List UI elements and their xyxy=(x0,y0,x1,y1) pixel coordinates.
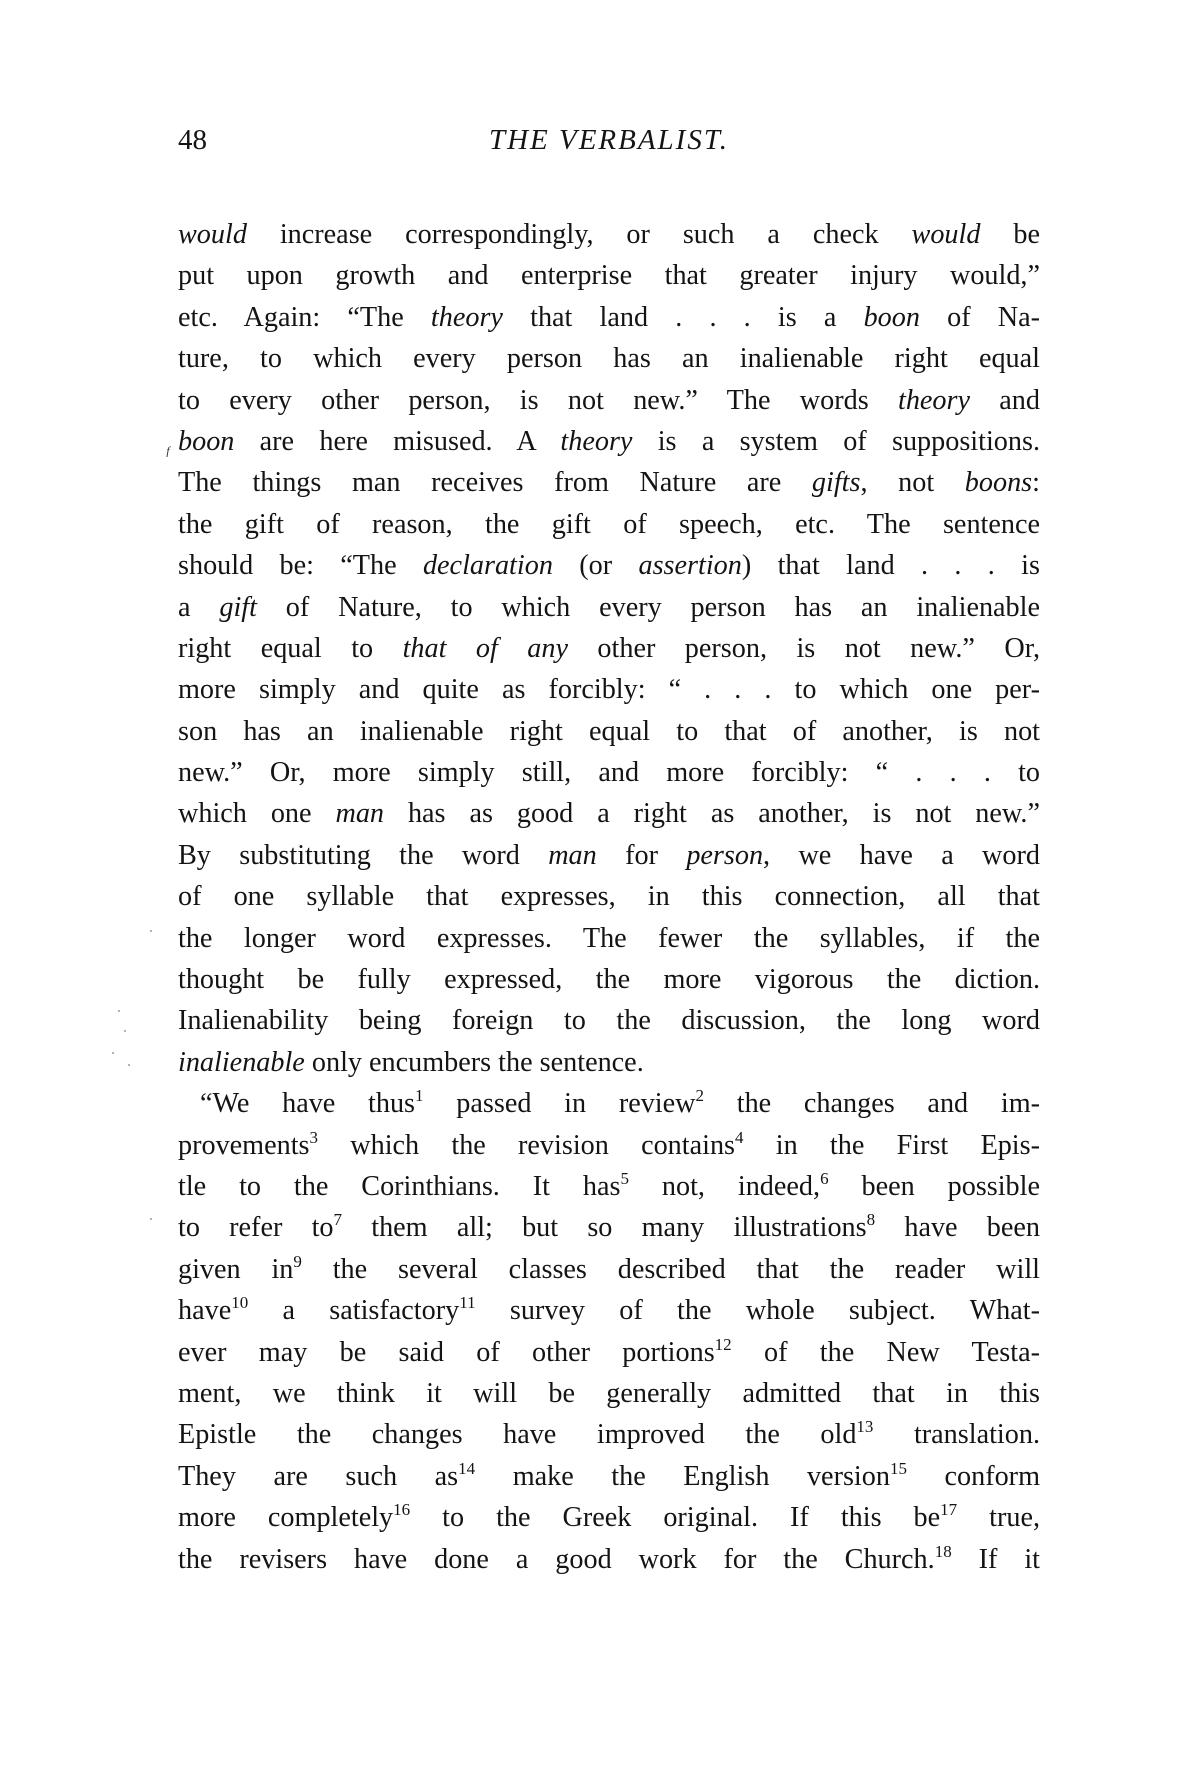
text-line: to every other person, is not new.” The words theory and xyxy=(178,384,1040,416)
text-line: “We have thus$^1$ passed in review$^2$ the changes and im- xyxy=(200,1086,1041,1120)
text-line: ever may be said of other portions$^{12}$ of the New Testa- xyxy=(178,1334,1040,1368)
text-line: the gift of reason, the gift of speech, etc. The sentence xyxy=(178,508,1040,540)
text-line: inalienable only encumbers the sentence. xyxy=(178,1046,644,1078)
text-line: given $in^9$ the several classes described that the reader will xyxy=(178,1251,1040,1285)
paper-speck xyxy=(150,930,152,932)
text-line: should be: “The declaration (or assertion) that land . . . is xyxy=(178,550,1040,582)
text-line: By substituting the word man for person, we have a word xyxy=(178,839,1040,871)
page-header xyxy=(178,124,1040,164)
paper-speck xyxy=(124,1030,126,1032)
paper-speck xyxy=(112,1052,114,1054)
text-line: ture, to which every person has an inalienable right equal xyxy=(178,343,1040,375)
paper-speck xyxy=(118,1010,120,1012)
page-number: 48 xyxy=(178,124,207,156)
text-line: would increase correspondingly, or such a check would be xyxy=(178,219,1040,250)
text-line: which one man has as good a right as another, is not new.” xyxy=(178,798,1040,830)
text-line: have$^{10}$ a satisfactory$^{11}$ survey of the whole subject. What- xyxy=(178,1293,1040,1327)
text-line: to refer $to^7$ them all; but so many illustrations$^8$ have been xyxy=(178,1210,1040,1244)
text-line: provements$^3$ which the revision contains$^4$ in the First Epis- xyxy=(178,1127,1040,1161)
running-title: THE VERBALIST. xyxy=(488,124,730,156)
text-line: etc. Again: “The theory that land . . . is a boon of Na- xyxy=(178,301,1041,333)
text-line: more simply and quite as forcibly: “ . . . to which one per- xyxy=(178,674,1040,706)
text-line: put upon growth and enterprise that greater injury would,” xyxy=(178,260,1040,292)
text-line: Epistle the changes have improved the old$^{13}$ translation. xyxy=(178,1417,1040,1451)
text-line: a gift of Nature, to which every person has an inalienable xyxy=(178,591,1040,623)
text-line: ment, we think it will be generally admitted that in this xyxy=(178,1377,1040,1409)
text-line: The things man receives from Nature are gifts, not boons: xyxy=(178,467,1040,499)
text-line: right equal to that of any other person, is not new.” Or, xyxy=(178,632,1040,664)
text-line: more completely$^{16}$ to the Greek original. If this $be^{17}$ true, xyxy=(178,1500,1041,1534)
text-line: the revisers have done a good work for the Church.$^{18}$ If it xyxy=(178,1541,1040,1575)
text-line: son has an inalienable right equal to that of another, is not xyxy=(178,715,1040,747)
text-line: thought be fully expressed, the more vigorous the diction. xyxy=(178,964,1040,996)
margin-mark: ᶠ xyxy=(165,443,169,465)
text-line: Inalienability being foreign to the discussion, the long word xyxy=(178,1005,1040,1037)
text-line: tle to the Corinthians. It has$^5$ not, indeed,$^6$ been possible xyxy=(178,1168,1040,1202)
text-line: the longer word expresses. The fewer the syllables, if the xyxy=(178,922,1040,954)
text-line: new.” Or, more simply still, and more forcibly: “ . . . to xyxy=(178,757,1040,789)
text-line: of one syllable that expresses, in this connection, all that xyxy=(178,881,1040,913)
text-line: They are such $as^{14}$ make the English version$^{15}$ conform xyxy=(178,1458,1040,1492)
body-text xyxy=(178,214,1040,1580)
text-line: boon are here misused. A theory is a system of suppositions. xyxy=(178,425,1040,457)
paper-speck xyxy=(128,1064,130,1066)
paper-speck xyxy=(150,1218,152,1220)
